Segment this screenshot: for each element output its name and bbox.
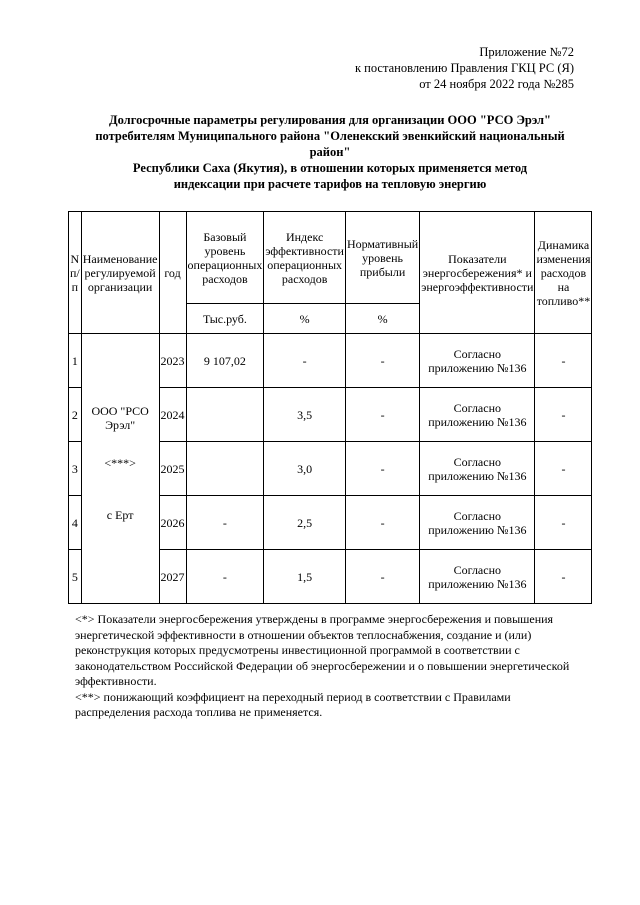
row-year: 2023 bbox=[159, 334, 186, 388]
row-norm: - bbox=[345, 334, 419, 388]
footnote-energy: <*> Показатели энергосбережения утверждены в программе энергосбережения и повышения энергетической эффективности в отношении объектов теплоснабжения, создание и (или) реконструкция которых предусмотрены инвестиционной программой в соответствии с законодательством Российской Федерации об энергосбережении и о повышении энергетической эффективности. bbox=[75, 612, 570, 688]
row-num: 1 bbox=[69, 334, 82, 388]
title-line-4: Республики Саха (Якутия), в отношении которых применяется метод bbox=[132, 161, 528, 175]
footnote-fuel: <**> понижающий коэффициент на переходный период в соответствии с Правилами распределения расхода топлива не применяется. bbox=[75, 689, 511, 719]
org-cell bbox=[81, 334, 159, 604]
row-dynamic: - bbox=[535, 496, 592, 550]
appendix-resolution: к постановлению Правления ГКЦ РС (Я) bbox=[354, 61, 574, 75]
row-energy: Согласно приложению №136 bbox=[420, 442, 535, 496]
header-base: Базовый уровень операционных расходов bbox=[186, 212, 264, 304]
header-year: год bbox=[159, 212, 186, 334]
unit-norm: % bbox=[345, 304, 419, 334]
row-norm: - bbox=[345, 550, 419, 604]
row-dynamic: - bbox=[535, 442, 592, 496]
header-org: Наименование регулируемой организации bbox=[81, 212, 159, 334]
org-marker: <***> bbox=[104, 456, 136, 470]
row-energy: Согласно приложению №136 bbox=[420, 496, 535, 550]
row-num: 2 bbox=[69, 388, 82, 442]
row-dynamic: - bbox=[535, 388, 592, 442]
row-energy: Согласно приложению №136 bbox=[420, 388, 535, 442]
unit-base: Тыс.руб. bbox=[186, 304, 264, 334]
row-base bbox=[186, 388, 264, 442]
table-row bbox=[69, 334, 592, 388]
footnotes bbox=[75, 612, 585, 721]
row-energy: Согласно приложению №136 bbox=[420, 334, 535, 388]
row-num: 5 bbox=[69, 550, 82, 604]
row-year: 2027 bbox=[159, 550, 186, 604]
header-dynamic: Динамика изменения расходов на топливо** bbox=[535, 212, 592, 334]
row-index: - bbox=[264, 334, 346, 388]
row-base: 9 107,02 bbox=[186, 334, 264, 388]
title-line-5: индексации при расчете тарифов на тепловую энергию bbox=[173, 177, 487, 191]
document-title bbox=[70, 112, 590, 192]
row-base: - bbox=[186, 496, 264, 550]
row-index: 1,5 bbox=[264, 550, 346, 604]
header-norm: Нормативный уровень прибыли bbox=[345, 212, 419, 304]
row-index: 2,5 bbox=[264, 496, 346, 550]
title-line-2: потребителям Муниципального района "Оленекский эвенкийский национальный bbox=[95, 129, 565, 143]
row-num: 4 bbox=[69, 496, 82, 550]
header-energy: Показатели энергосбережения* и энергоэффективности bbox=[420, 212, 535, 334]
row-index: 3,5 bbox=[264, 388, 346, 442]
org-name: ООО "РСО Эрэл" bbox=[91, 404, 149, 432]
row-base: - bbox=[186, 550, 264, 604]
row-num: 3 bbox=[69, 442, 82, 496]
row-base bbox=[186, 442, 264, 496]
row-energy: Согласно приложению №136 bbox=[420, 550, 535, 604]
header-num: N п/п bbox=[69, 212, 82, 334]
row-year: 2024 bbox=[159, 388, 186, 442]
appendix-number: Приложение №72 bbox=[479, 45, 574, 59]
title-line-3: район" bbox=[309, 145, 351, 159]
appendix-reference bbox=[355, 44, 574, 92]
row-dynamic: - bbox=[535, 550, 592, 604]
row-norm: - bbox=[345, 442, 419, 496]
appendix-date: от 24 ноября 2022 года №285 bbox=[419, 77, 574, 91]
title-line-1: Долгосрочные параметры регулирования для организации ООО "РСО Эрэл" bbox=[109, 113, 551, 127]
row-index: 3,0 bbox=[264, 442, 346, 496]
row-norm: - bbox=[345, 388, 419, 442]
header-index: Индекс эффективности операционных расходов bbox=[264, 212, 346, 304]
row-norm: - bbox=[345, 496, 419, 550]
org-place: с Ерт bbox=[106, 508, 134, 522]
parameters-table bbox=[68, 211, 592, 604]
row-year: 2025 bbox=[159, 442, 186, 496]
row-dynamic: - bbox=[535, 334, 592, 388]
unit-index: % bbox=[264, 304, 346, 334]
row-year: 2026 bbox=[159, 496, 186, 550]
